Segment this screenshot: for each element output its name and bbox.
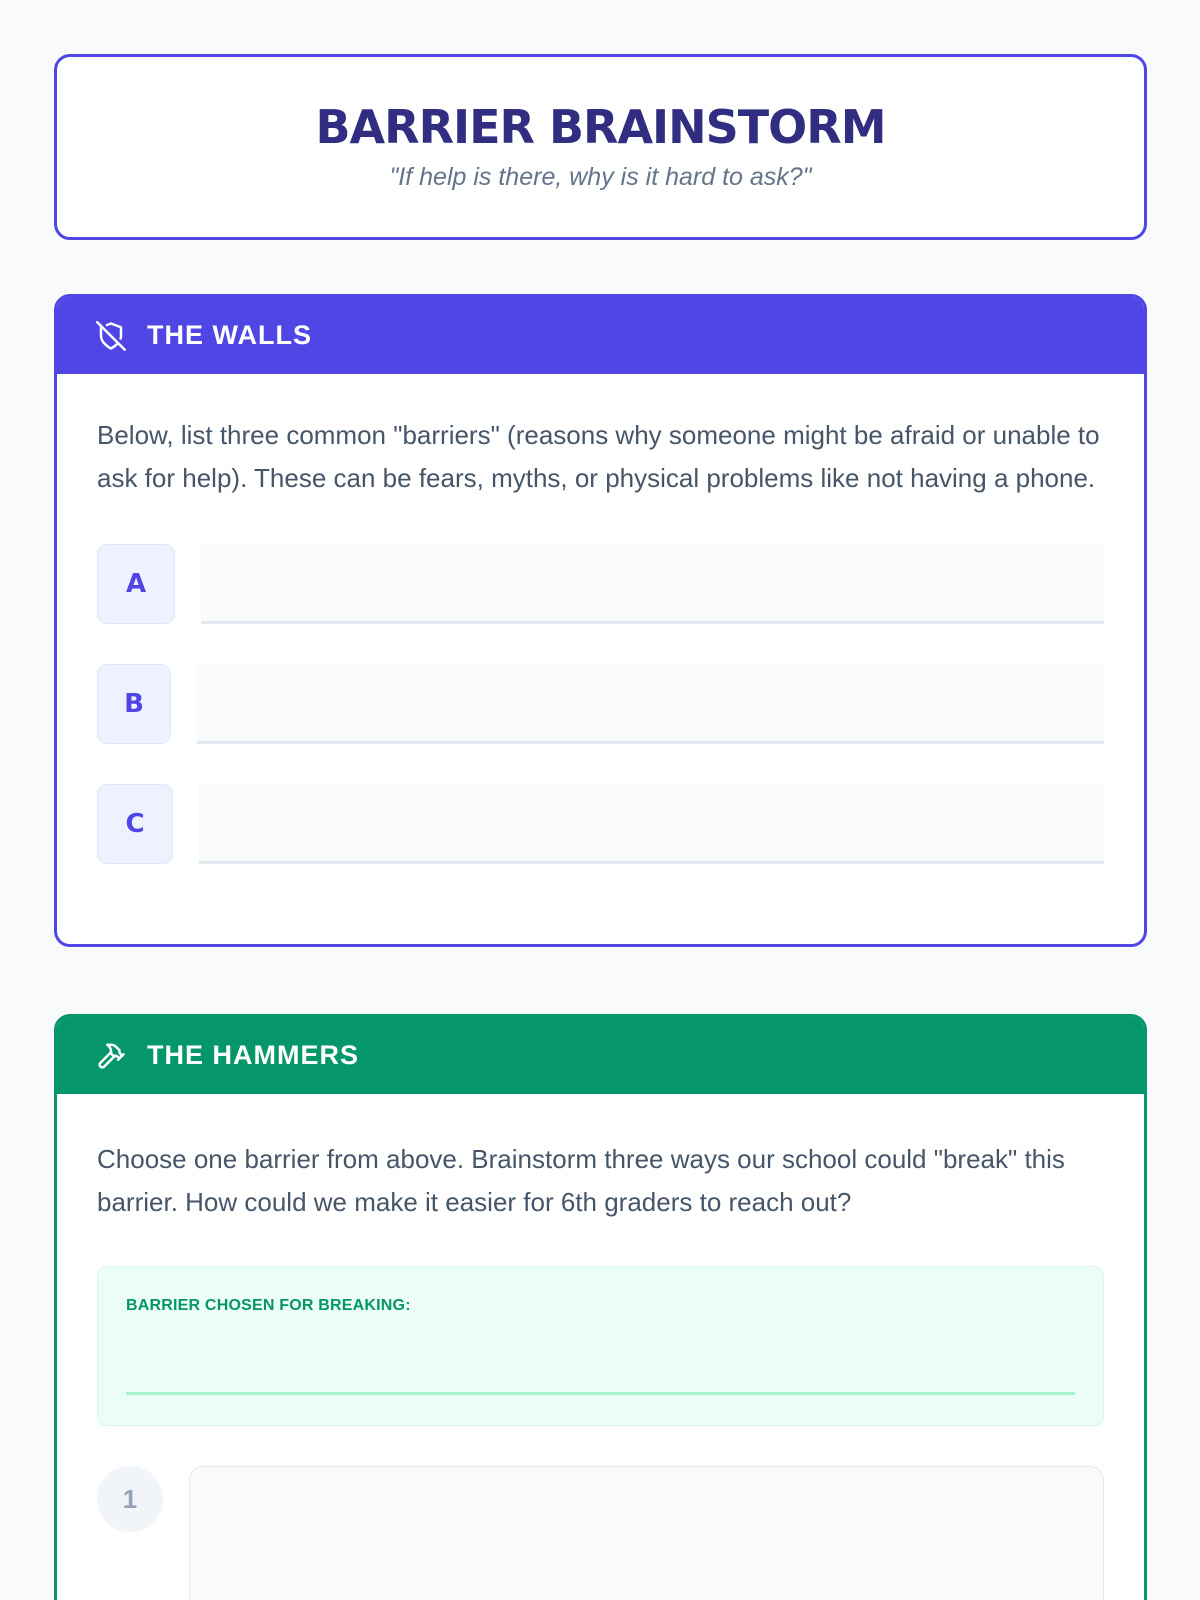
walls-section-body bbox=[57, 414, 1144, 864]
title-card bbox=[54, 54, 1147, 240]
page-title: BARRIER BRAINSTORM bbox=[315, 100, 886, 155]
idea-row-1 bbox=[97, 1466, 1104, 1600]
letter-badge-c: C bbox=[97, 784, 173, 864]
walls-section-title: THE WALLS bbox=[147, 320, 312, 350]
barrier-input-b[interactable] bbox=[197, 664, 1104, 744]
chosen-barrier-input[interactable] bbox=[126, 1331, 1075, 1395]
shield-off-icon bbox=[95, 320, 127, 352]
chosen-barrier-box bbox=[97, 1266, 1104, 1426]
letter-badge-a: A bbox=[97, 544, 175, 624]
barrier-row-c bbox=[97, 784, 1104, 864]
barrier-row-a bbox=[97, 544, 1104, 624]
barrier-input-a[interactable] bbox=[201, 544, 1104, 624]
idea-input-1[interactable] bbox=[189, 1466, 1104, 1600]
hammers-section-title: THE HAMMERS bbox=[147, 1040, 359, 1070]
hammer-icon bbox=[95, 1040, 127, 1072]
walls-instructions: Below, list three common "barriers" (reasons why someone might be afraid or unable to ask for help). These can be fears, myths, or physical problems like not having a phone. bbox=[97, 420, 1100, 493]
number-badge-1: 1 bbox=[97, 1466, 163, 1532]
hammers-section-body bbox=[57, 1138, 1144, 1600]
walls-section bbox=[54, 294, 1147, 947]
hammers-section bbox=[54, 1014, 1147, 1600]
barrier-input-c[interactable] bbox=[199, 784, 1104, 864]
hammers-instructions: Choose one barrier from above. Brainstorm three ways our school could "break" this barrier. How could we make it easier for 6th graders to reach out? bbox=[97, 1144, 1065, 1217]
walls-section-header bbox=[57, 297, 1144, 374]
page-subtitle: "If help is there, why is it hard to ask?" bbox=[389, 162, 812, 191]
letter-badge-b: B bbox=[97, 664, 171, 744]
hammers-section-header bbox=[57, 1017, 1144, 1094]
barrier-row-b bbox=[97, 664, 1104, 744]
chosen-barrier-label: BARRIER CHOSEN FOR BREAKING: bbox=[126, 1297, 411, 1314]
